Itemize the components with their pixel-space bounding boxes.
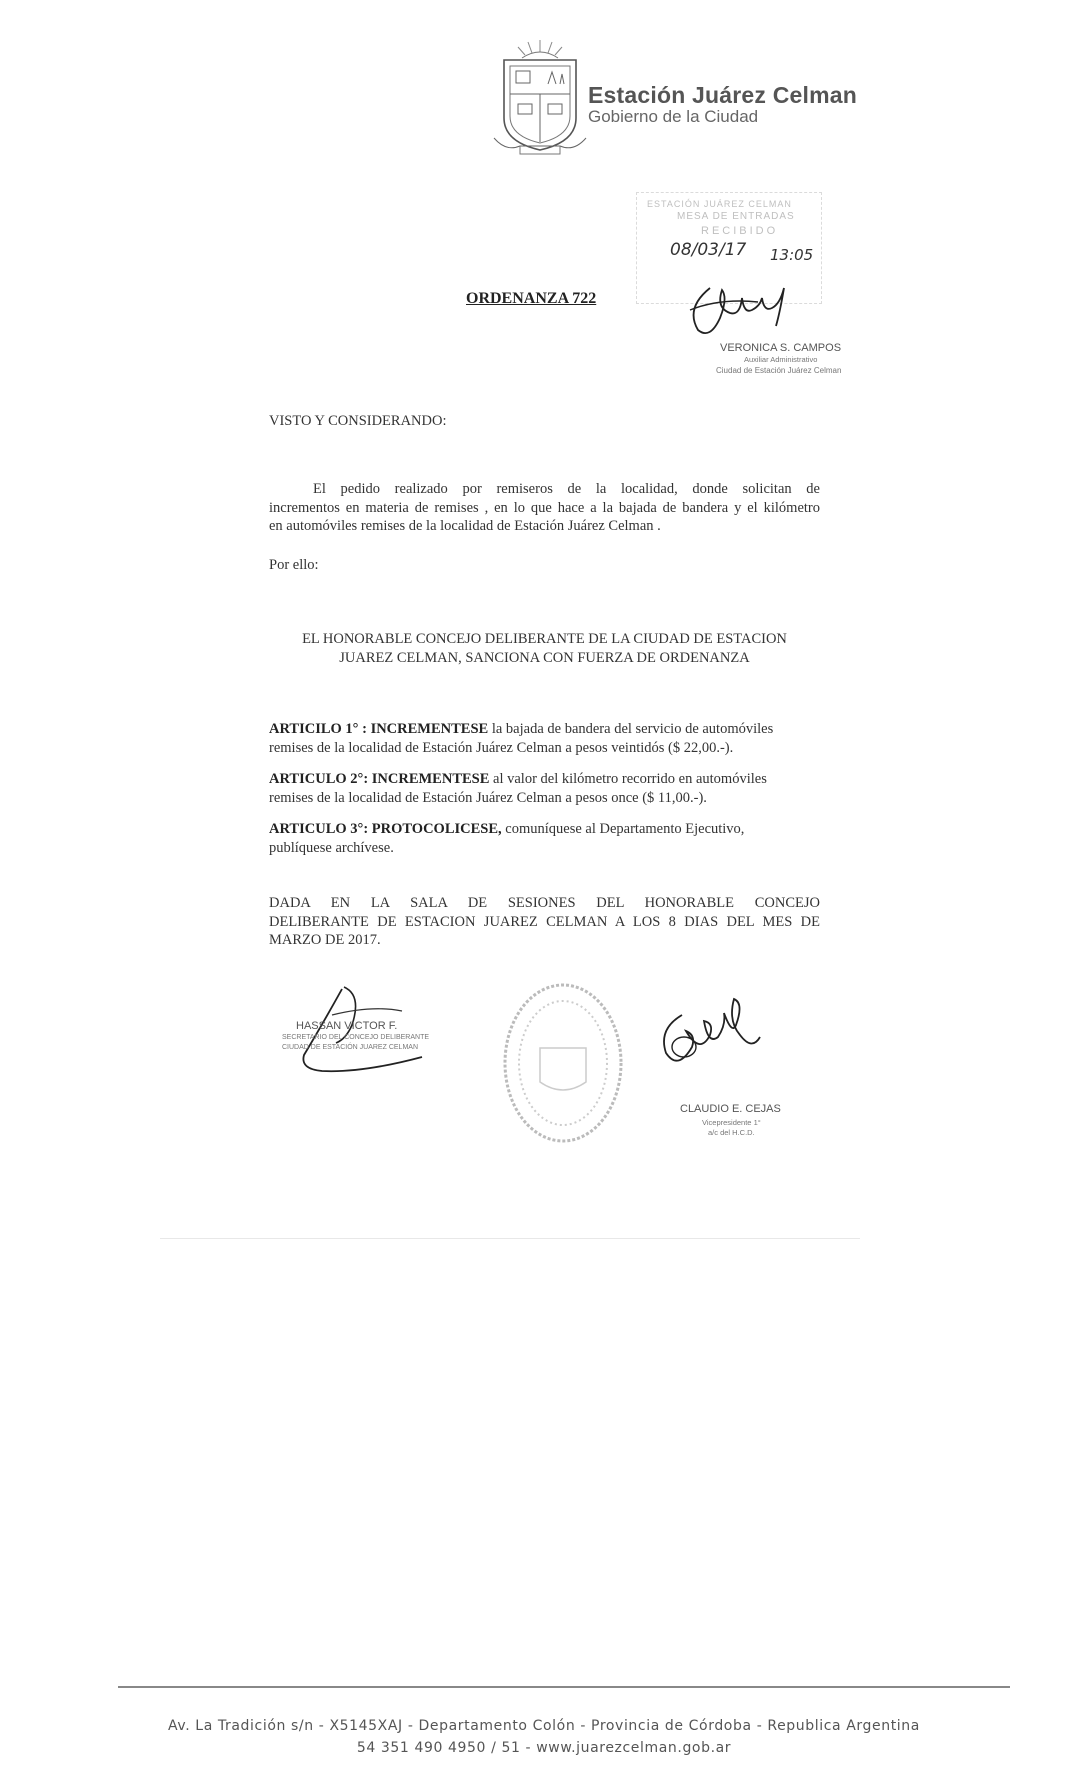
footer-address: Av. La Tradición s/n - X5145XAJ - Departamento Colón - Provincia de Córdoba - Republica Argentina (168, 1718, 920, 1734)
document-title: ORDENANZA 722 (466, 290, 597, 307)
article-1 (269, 720, 820, 757)
stamp-line-3: RECIBIDO (701, 225, 779, 237)
footer-contact: 54 351 490 4950 / 51 - www.juarezcelman.gob.ar (356, 1740, 732, 1756)
stamp-time: 13:05 (770, 246, 814, 264)
city-coat-of-arms (490, 38, 590, 160)
dada-line-3: MARZO DE 2017. (269, 932, 381, 948)
visto-heading: VISTO Y CONSIDERANDO: (269, 413, 447, 429)
org-name: Estación Juárez Celman (588, 82, 858, 108)
article-3 (269, 820, 820, 857)
footer-divider (118, 1686, 1010, 1688)
considerando-line-2: incrementos en materia de remises , en lo que hace a la bajada de bandera y el kilómetro (269, 499, 820, 516)
article-3-heading: ARTICULO 3°: PROTOCOLICESE, (269, 821, 502, 837)
org-subtitle: Gobierno de la Ciudad (588, 107, 759, 126)
article-2-text-1: al valor del kilómetro recorrido en automóviles (489, 771, 767, 787)
considerando-line-1: El pedido realizado por remiseros de la localidad, donde solicitan de (313, 481, 820, 497)
dada-line-2: DELIBERANTE DE ESTACION JUAREZ CELMAN A LOS 8 DIAS DEL MES DE (269, 913, 820, 930)
stamp-line-1: ESTACIÓN JUÁREZ CELMAN (647, 199, 792, 209)
secretary-role-2: CIUDAD DE ESTACIÓN JUAREZ CELMAN (282, 1044, 418, 1051)
vicepresident-signature (656, 995, 766, 1080)
receiver-signature (680, 268, 800, 343)
dada-line-1: DADA EN LA SALA DE SESIONES DEL HONORABLE CONCEJO (269, 895, 820, 911)
article-2-heading: ARTICULO 2°: INCREMENTESE (269, 771, 490, 787)
stamp-date: 08/03/17 (670, 240, 747, 260)
sanciona-line-1: EL HONORABLE CONCEJO DELIBERANTE DE LA CIUDAD DE ESTACION (302, 631, 787, 647)
stamp-line-2: MESA DE ENTRADAS (677, 211, 795, 222)
sanciona-block (269, 630, 820, 667)
article-1-heading: ARTICILO 1° : INCREMENTESE (269, 721, 489, 737)
considerando-paragraph (269, 480, 820, 536)
article-2 (269, 770, 820, 807)
dada-paragraph (269, 894, 820, 950)
receiver-org: Ciudad de Estación Juárez Celman (716, 366, 842, 375)
receiver-name: VERONICA S. CAMPOS (720, 342, 842, 354)
article-2-text-2: remises de la localidad de Estación Juárez Celman a pesos once ($ 11,00.-). (269, 789, 707, 806)
article-3-text-1: comuníquese al Departamento Ejecutivo, (501, 821, 745, 837)
article-1-text-1: la bajada de bandera del servicio de automóviles (488, 721, 774, 737)
vicepresident-name: CLAUDIO E. CEJAS (680, 1103, 781, 1115)
sanciona-line-2: JUAREZ CELMAN, SANCIONA CON FUERZA DE ORDENANZA (339, 649, 750, 666)
council-seal (500, 978, 626, 1148)
receiver-role: Auxiliar Administrativo (744, 355, 818, 364)
scan-edge-line (160, 1238, 860, 1239)
article-1-text-2: remises de la localidad de Estación Juárez Celman a pesos veintidós ($ 22,00.-). (269, 739, 734, 756)
article-3-text-2: publíquese archívese. (269, 839, 394, 856)
secretary-name: HASSAN VICTOR F. (296, 1020, 398, 1032)
vicepresident-role-2: a/c del H.C.D. (708, 1128, 755, 1137)
secretary-role-1: SECRETARIO DEL CONCEJO DELIBERANTE (282, 1034, 430, 1041)
considerando-line-3: en automóviles remises de la localidad de Estación Juárez Celman . (269, 518, 661, 534)
por-ello: Por ello: (269, 557, 319, 573)
vicepresident-role-1: Vicepresidente 1° (702, 1118, 761, 1127)
